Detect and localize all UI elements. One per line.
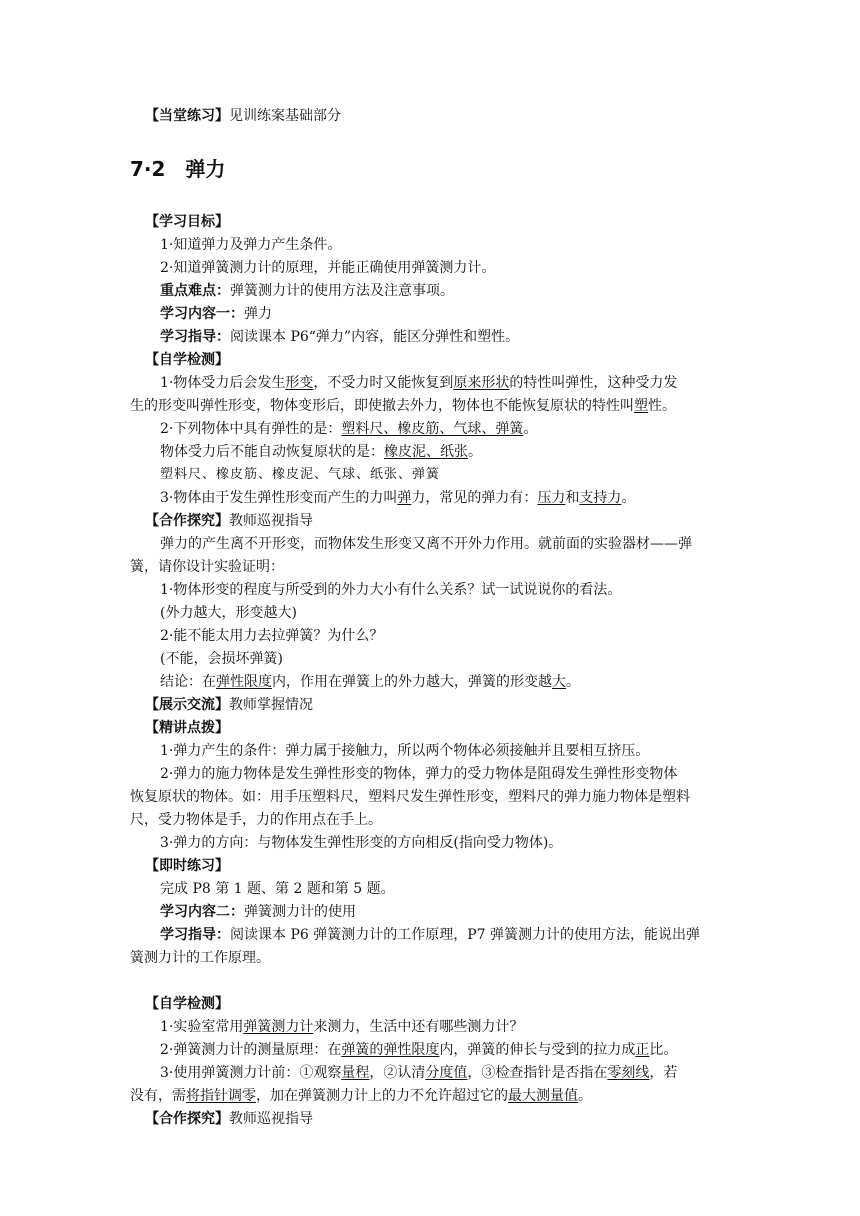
text: 。 [468,444,482,460]
instant-heading: 【即时练习】 [145,858,229,874]
coop1-conclusion [160,673,580,691]
text: 比。 [649,1042,678,1058]
text: ，③检查指针是否指在 [467,1065,608,1081]
show-text: 教师掌握情况 [229,697,313,713]
explain-p2b: 恢复原状的物体。如：用手压塑料尺，塑料尺发生弹性形变，塑料尺的弹力施力物体是塑料 [130,789,690,805]
explain-p2a: 2·弹力的施力物体是发生弹性形变的物体，弹力的受力物体是阻碍发生弹性形变物体 [160,766,678,782]
text: 3·使用弹簧测力计前：①观察 [160,1065,342,1081]
guide1 [160,328,519,346]
answer-blank: 零刻线 [607,1065,650,1081]
content1 [160,305,272,323]
self-check1-q1-line2 [130,397,676,415]
self-check2-q3-line2 [130,1087,592,1105]
text: 3·物体由于发生弹性形变而产生的力叫 [160,490,398,506]
instant-text: 完成 P8 第 1 题、第 2 题和第 5 题。 [160,881,395,897]
coop1-q1: 1·物体形变的程度与所受到的外力大小有什么关系？试一试说说你的看法。 [160,582,622,598]
answer-blank: 塑 [634,398,648,414]
answer-blank: 弹 [397,490,412,506]
answer-blank: 弹性限度 [216,674,272,690]
show-label: 【展示交流】 [145,697,229,713]
coop2-label: 【合作探究】 [145,1111,229,1127]
text: 性。 [648,398,676,414]
self-check1-q2-options: 塑料尺、橡皮筋、橡皮泥、气球、纸张、弹簧 [160,467,441,482]
text: ，若 [649,1065,678,1081]
section-title: 7·2 弹力 [130,157,226,181]
show [145,696,313,714]
self-check2-q2 [160,1041,677,1059]
answer-blank: 大 [552,674,566,690]
explain-heading: 【精讲点拨】 [145,720,229,736]
self-check1-q2 [160,420,537,438]
answer-blank: 橡皮泥、纸张 [384,444,468,460]
self-check2-heading: 【自学检测】 [145,996,229,1012]
text: 和 [565,490,580,506]
answer-blank: 最大测量值 [508,1088,578,1104]
self-check1-q3 [160,489,635,507]
content2-text: 弹簧测力计的使用 [244,904,356,920]
answer-blank: 量程 [341,1065,370,1081]
goals-heading: 【学习目标】 [145,214,229,230]
coop1-intro-2: 簧，请你设计实验证明： [130,559,284,575]
text: 物体受力后不能自动恢复原状的是： [160,444,384,460]
text: 。 [523,421,538,437]
answer-blank: 形变 [285,375,314,391]
answer-blank: 将指针调零 [186,1088,256,1104]
text: 来测力，生活中还有哪些测力计？ [313,1019,524,1035]
text: 生的形变叫弹性形变，物体变形后，即使撤去外力，物体也不能恢复原状的特性叫 [130,398,634,414]
text: 内，作用在弹簧上的外力越大，弹簧的形变越 [272,674,552,690]
text: 。 [621,490,636,506]
answer-blank: 压力 [537,490,566,506]
goal-item-1: 1·知道弹力及弹力产生条件。 [160,237,342,253]
answer-blank: 正 [635,1042,650,1058]
self-check2-q3-line1 [160,1064,677,1082]
text: 1·实验室常用 [160,1019,244,1035]
answer-blank: 塑料尺、橡皮筋、气球、弹簧 [341,421,524,437]
text: 内，弹簧的伸长与受到的拉力成 [439,1042,636,1058]
text: ，不受力时又能恢复到 [313,375,454,391]
guide2-line2: 簧测力计的工作原理。 [130,950,270,966]
self-check1-heading: 【自学检测】 [145,352,229,368]
text: 。 [566,674,580,690]
coop1-text: 教师巡视指导 [229,513,313,529]
guide2-label: 学习指导： [160,927,230,943]
answer-blank: 原来形状 [453,375,510,391]
answer-blank: 支持力 [579,490,622,506]
self-check1-q2b [160,443,482,461]
practice-line [145,107,341,125]
coop1-intro-1: 弹力的产生离不开形变，而物体发生形变又离不开外力作用。就前面的实验器材——弹 [160,536,692,552]
guide1-text: 阅读课本 P6“弹力”内容，能区分弹性和塑性。 [230,329,520,345]
guide2-text1: 阅读课本 P6 弹簧测力计的工作原理，P7 弹簧测力计的使用方法，能说出弹 [230,927,701,943]
text: ，加在弹簧测力计上的力不允许超过它的 [256,1088,508,1104]
coop1 [145,512,313,530]
self-check1-q1-line1 [160,374,677,392]
text: 2·下列物体中具有弹性的是： [160,421,342,437]
guide1-label: 学习指导： [160,329,230,345]
explain-p1: 1·弹力产生的条件：弹力属于接触力，所以两个物体必须接触并且要相互挤压。 [160,743,650,759]
coop2 [145,1110,313,1128]
answer-blank: 分度值 [425,1065,468,1081]
self-check2-q1 [160,1018,523,1036]
coop1-q2: 2·能不能太用力去拉弹簧？为什么？ [160,628,384,644]
key-points-text: 弹簧测力计的使用方法及注意事项。 [230,283,454,299]
coop1-a2: (不能，会损坏弹簧) [160,651,283,667]
text: 2·弹簧测力计的测量原理：在 [160,1042,342,1058]
text: ，②认清 [369,1065,426,1081]
content2 [160,903,356,921]
text: 。 [578,1088,592,1104]
explain-p2c: 尺，受力物体是手，力的作用点在手上。 [130,812,382,828]
content1-label: 学习内容一： [160,306,244,322]
guide2-line1 [160,926,700,944]
practice-label: 【当堂练习】 [145,108,229,124]
content2-label: 学习内容二： [160,904,244,920]
text: 的特性叫弹性，这种受力发 [509,375,678,391]
explain-p3: 3·弹力的方向：与物体发生弹性形变的方向相反(指向受力物体)。 [160,835,563,851]
text: 1·物体受力后会发生 [160,375,286,391]
text: 结论：在 [160,674,216,690]
key-points-label: 重点难点： [160,283,230,299]
coop1-a1: (外力越大，形变越大) [160,605,297,621]
answer-blank: 弹簧测力计 [243,1019,314,1035]
text: 没有，需 [130,1088,186,1104]
coop2-text: 教师巡视指导 [229,1111,313,1127]
answer-blank: 弹簧的弹性限度 [341,1042,440,1058]
goal-item-2: 2·知道弹簧测力计的原理，并能正确使用弹簧测力计。 [160,260,496,276]
coop1-label: 【合作探究】 [145,513,229,529]
practice-text: 见训练案基础部分 [229,108,341,124]
content1-text: 弹力 [244,306,272,322]
key-points [160,282,454,300]
text: 力，常见的弹力有： [411,490,538,506]
